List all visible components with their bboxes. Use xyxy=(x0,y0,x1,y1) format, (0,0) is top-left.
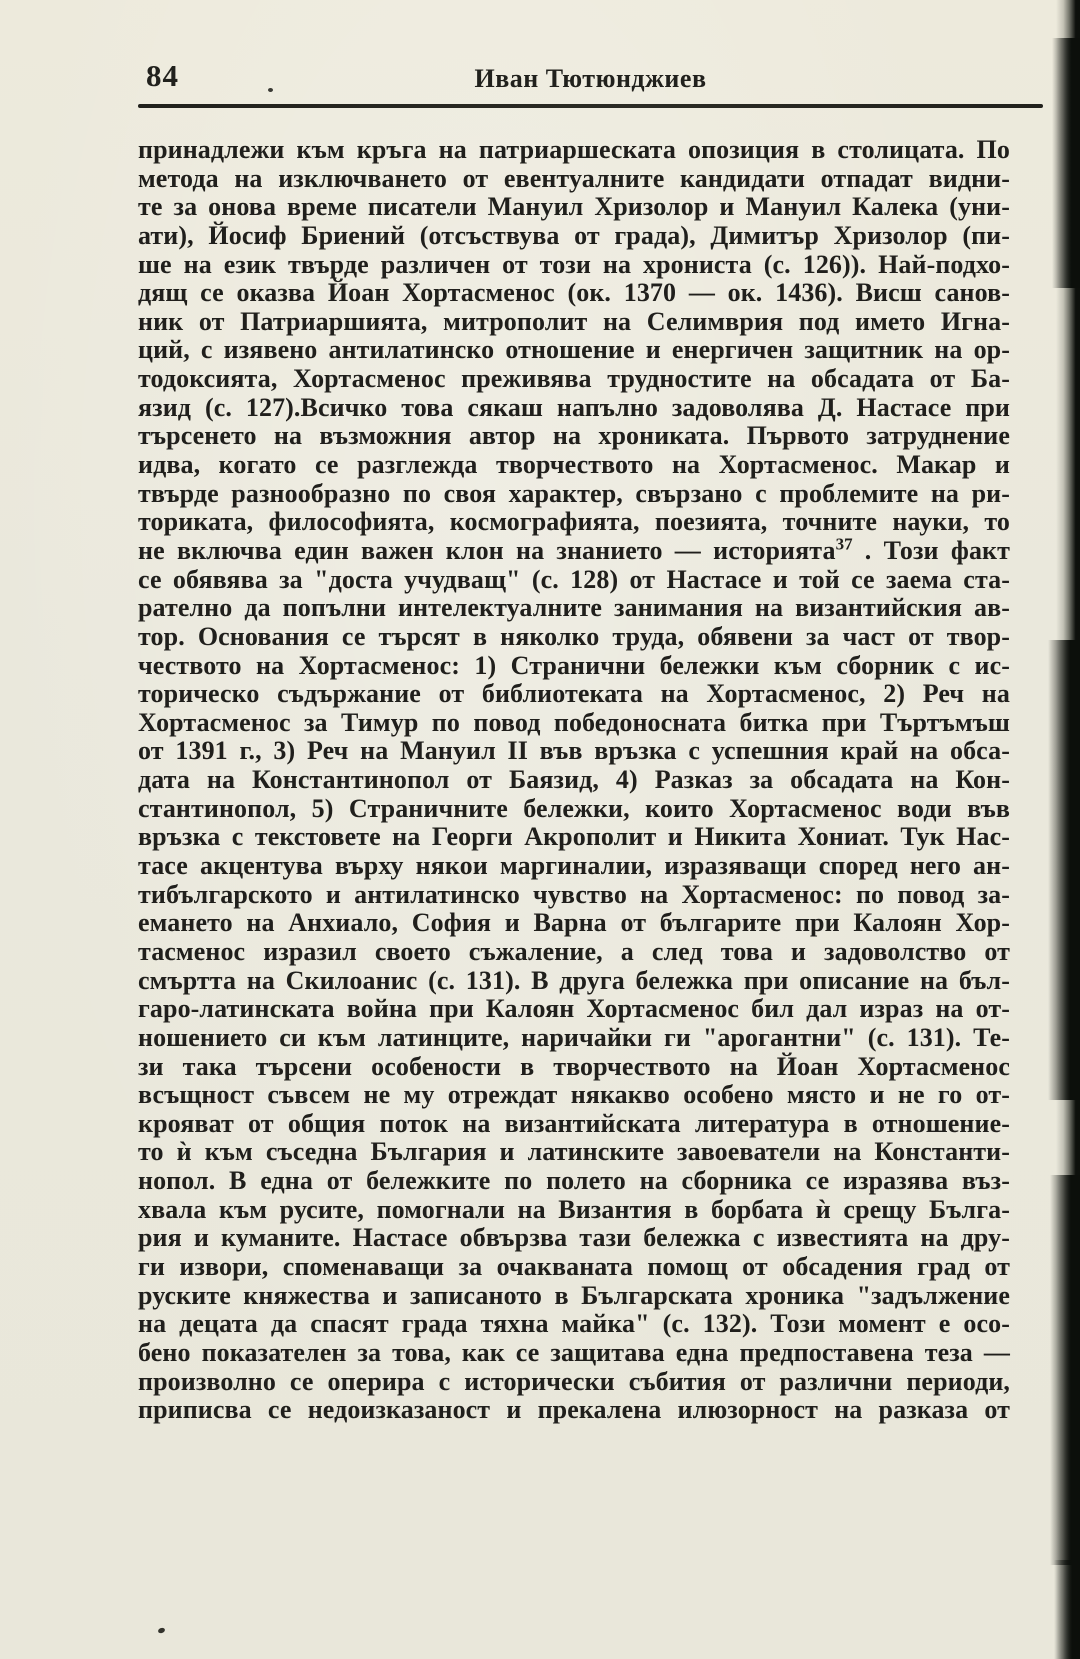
text-line: метода на изключването от евентуалните кандидати отпадат видни- xyxy=(138,163,1010,193)
running-header-author: Иван Тютюнджиев xyxy=(474,64,707,93)
text-line: рателно да попълни интелектуалните занимания на византийския ав- xyxy=(138,593,1010,623)
text-line: емането на Анхиало, София и Варна от българите при Калоян Хор- xyxy=(138,908,1010,938)
text-line: тибългарското и антилатинско чувство на Хортасменос: по повод за- xyxy=(138,879,1010,909)
text-line: твърде разнообразно по своя характер, свързано с проблемите на ри- xyxy=(138,478,1010,508)
text-line: руските княжества и записаното в Българската хроника "задължение xyxy=(138,1280,1010,1310)
text-line: тодоксията, Хортасменос преживява трудностите на обсадата от Ба- xyxy=(138,364,1010,394)
text-line: търсенето на възможния автор на хрониката. Първото затруднение xyxy=(138,421,1010,451)
text-line: язид (с. 127).Всичко това сякаш напълно задоволява Д. Настасе при xyxy=(138,392,1010,422)
text-line xyxy=(138,534,1010,566)
text-line: се обявява за "доста учудващ" (с. 128) от Настасе и той се заема ста- xyxy=(138,564,1010,594)
scan-edge-shadow-bump xyxy=(1054,1560,1080,1659)
ink-speck-artifact xyxy=(157,1627,165,1634)
text-line: дата на Константинопол от Баязид, 4) Разказ за обсадата на Кон- xyxy=(138,765,1010,795)
header-divider-rule xyxy=(138,104,1043,108)
text-line: връзка с текстовете на Георги Акрополит и Никита Хониат. Тук Нас- xyxy=(138,822,1010,852)
scan-edge-shadow-bump xyxy=(1050,1175,1080,1565)
text-line: идва, когато се разглежда творчеството на Хортасменос. Макар и xyxy=(138,450,1010,480)
text-line: зи така търсени особености в творчеството на Йоан Хортасменос xyxy=(138,1051,1010,1081)
scan-edge-shadow-bump xyxy=(1052,38,1080,288)
text-line: рия и куманите. Настасе обвързва тази бележка с известията на дру- xyxy=(138,1223,1010,1253)
text-line: принадлежи към кръга на патриаршеската опозиция в столицата. По xyxy=(138,135,1010,164)
footnote-reference: 37 xyxy=(835,534,853,554)
page-number: 84 xyxy=(146,58,179,93)
text-line: ториката, философията, космографията, поезията, точните науки, то xyxy=(138,507,1010,537)
text-line: гаро-латинската война при Калоян Хортасменос бил дал израз на от- xyxy=(138,994,1010,1024)
text-segment: не включва един важен клон на знанието — историята xyxy=(138,535,836,565)
text-line: на децата да спасят града тяхна майка" (с. 132). Този момент е осо- xyxy=(138,1309,1010,1339)
text-line: хвала към русите, помогнали на Византия в борбата ѝ срещу Бълга- xyxy=(138,1194,1010,1224)
text-line: ше на език твърде различен от този на хрониста (с. 126)). Най-подхо- xyxy=(138,249,1010,279)
text-line: тасменос изразил своето съжаление, а след това и задоволство от xyxy=(138,936,1010,966)
page-text-block xyxy=(138,136,1010,1425)
text-line: дящ се оказва Йоан Хортасменос (ок. 1370 — ок. 1436). Висш санов- xyxy=(138,278,1010,308)
text-line: тасе акцентува върху някои маргиналии, изразяващи според него ан- xyxy=(138,851,1010,881)
text-line: торическо съдържание от библиотеката на Хортасменос, 2) Реч на xyxy=(138,679,1010,709)
text-line: крояват от общия поток на византийската литература в отношение- xyxy=(138,1108,1010,1138)
text-line: всъщност съвсем не му отреждат някакво особено място и не го от- xyxy=(138,1080,1010,1110)
text-line: бено показателен за това, как се защитава една предпоставена теза — xyxy=(138,1337,1010,1367)
page-header xyxy=(138,56,1043,102)
text-line: чеството на Хортасменос: 1) Странични бележки към сборник с ис- xyxy=(138,650,1010,680)
text-line: ги извори, споменаващи за очакваната помощ от обсадения град от xyxy=(138,1251,1010,1281)
text-line: произволно се оперира с исторически събития от различни периоди, xyxy=(138,1366,1010,1396)
text-line: ношението си към латинците, наричайки ги "арогантни" (с. 131). Те- xyxy=(138,1022,1010,1052)
scan-edge-shadow-bump xyxy=(1048,640,1080,1100)
text-line: то ѝ към съседна България и латинските завоеватели на Константи- xyxy=(138,1137,1010,1167)
text-line: ций, с изявено антилатинско отношение и енергичен защитник на ор- xyxy=(138,335,1010,365)
text-line: тор. Основания се търсят в няколко труда, обявени за част от твор- xyxy=(138,621,1010,651)
text-segment: . Този факт xyxy=(852,535,1010,565)
text-line: смъртта на Скилоанис (с. 131). В друга бележка при описание на бъл- xyxy=(138,965,1010,995)
text-line: Хортасменос за Тимур по повод победоносната битка при Търтъмъш xyxy=(138,707,1010,737)
text-line: стантинопол, 5) Страничните бележки, които Хортасменос води във xyxy=(138,793,1010,823)
text-line: нопол. В една от бележките по полето на сборника се изразява въз- xyxy=(138,1166,1010,1196)
text-line: те за онова време писатели Мануил Хризолор и Мануил Калека (уни- xyxy=(138,192,1010,222)
text-line: от 1391 г., 3) Реч на Мануил II във връзка с успешния край на обса- xyxy=(138,736,1010,766)
text-line: ник от Патриаршията, митрополит на Селимврия под името Игна- xyxy=(138,306,1010,336)
text-line: ати), Йосиф Бриений (отсъствува от града), Димитър Хризолор (пи- xyxy=(138,220,1010,250)
text-line: приписва се недоизказаност и прекалена илюзорност на разказа от xyxy=(138,1395,1010,1425)
